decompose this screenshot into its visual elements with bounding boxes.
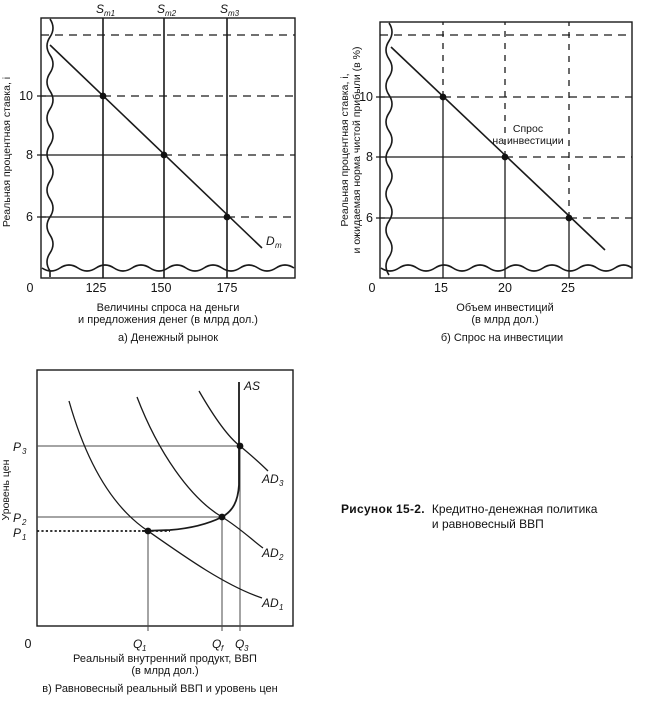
chart-c-xtick-q1-sub: 1 (142, 644, 147, 653)
chart-c-xtick-0: 0 (24, 637, 32, 651)
chart-b-curve-label-1: Спрос (512, 123, 544, 135)
investment-demand-chart (330, 0, 649, 352)
chart-c-xtick-q3: Q (235, 637, 245, 651)
chart-b-ytick-8: 8 (366, 150, 373, 164)
chart-c-frame (37, 370, 293, 626)
chart-c-p3-sub: 3 (22, 447, 27, 456)
chart-b-curve-label-2: на инвестиции (492, 135, 564, 147)
chart-a-equilibrium-dot-3 (224, 214, 231, 221)
chart-b-demand-curve (391, 47, 605, 250)
chart-a-equilibrium-dot-2 (161, 152, 168, 159)
chart-a-sm3-label: S (220, 2, 229, 16)
chart-c-p1-sub: 1 (22, 533, 27, 542)
chart-b-xtick-20: 20 (498, 281, 512, 295)
chart-a-sm3-sub: m3 (228, 9, 240, 18)
chart-b-x-axis-caption-1: Объем инвестиций (456, 302, 554, 314)
chart-b-y-axis-label-2: и ожидаемая норма чистой прибыли (в %) (351, 46, 363, 254)
chart-a-x-axis-caption-1: Величины спроса на деньги (96, 302, 240, 314)
chart-b-y-axis-label-1: Реальная процентная ставка, i, (339, 73, 351, 227)
chart-c-ad1-sub: 1 (279, 603, 284, 612)
chart-c-xtick-qf-sub: f (221, 644, 224, 653)
figure-caption-text (432, 502, 598, 532)
chart-a-sm2-sub: m2 (165, 9, 177, 18)
chart-c-p1-label: P (13, 526, 22, 540)
chart-a-caption: а) Денежный рынок (117, 332, 219, 344)
figure-caption-line-2: и равновесный ВВП (431, 517, 544, 531)
chart-b-point-dot-3 (566, 215, 573, 222)
chart-a-y-axis-label: Реальная процентная ставка, i (1, 76, 13, 228)
chart-b-x-axis-caption-2: (в млрд дол.) (471, 314, 539, 326)
chart-a-ytick-10: 10 (19, 89, 33, 103)
chart-a-x-axis-caption-2: и предложения денег (в млрд дол.) (78, 314, 258, 326)
chart-a-xtick-125: 125 (85, 281, 107, 295)
chart-a-frame (41, 18, 295, 278)
ad-as-chart (0, 360, 330, 704)
chart-c-p2-label: P (13, 511, 22, 525)
chart-b-xtick-25: 25 (561, 281, 575, 295)
chart-c-p2-sub: 2 (22, 518, 27, 527)
chart-a-axis-break-horizontal (42, 265, 294, 271)
chart-c-ad1-curve (69, 401, 262, 598)
chart-b-point-dot-2 (502, 154, 509, 161)
chart-c-ad3-sub: 3 (279, 479, 284, 488)
chart-c-xtick-q1: Q (133, 637, 143, 651)
chart-c-x-axis-caption-1: Реальный внутренний продукт, ВВП (73, 653, 257, 665)
chart-c-x-axis-caption-2: (в млрд дол.) (131, 665, 199, 677)
chart-c-y-axis-label: Уровень цен (0, 459, 12, 521)
chart-c-ad2-sub: 2 (279, 553, 284, 562)
chart-c-as-label: AS (244, 379, 261, 393)
figure-caption (341, 502, 597, 532)
chart-b-xtick-15: 15 (434, 281, 448, 295)
chart-c-ad1-label: AD (262, 596, 279, 610)
chart-a-demand-label: D (266, 234, 275, 248)
chart-c-ad3-curve (199, 391, 268, 471)
chart-a-xtick-175: 175 (216, 281, 238, 295)
chart-a-ytick-8: 8 (26, 148, 33, 162)
chart-b-xtick-0: 0 (368, 281, 376, 295)
chart-b-point-dot-1 (440, 94, 447, 101)
chart-a-ytick-6: 6 (26, 210, 33, 224)
chart-c-xtick-qf: Q (212, 637, 222, 651)
chart-a-axis-break-vertical (47, 19, 53, 277)
chart-c-equilibrium-dot-3 (237, 443, 244, 450)
chart-a-sm2-label: S (157, 2, 166, 16)
chart-b-ytick-6: 6 (366, 211, 373, 225)
chart-a-demand-label-sub: m (275, 241, 282, 250)
chart-b-caption: б) Спрос на инвестиции (440, 332, 564, 344)
chart-a-sm1-label: S (96, 2, 105, 16)
chart-b-ytick-10: 10 (359, 90, 373, 104)
chart-c-p3-label: P (13, 440, 22, 454)
figure-caption-line-1: Кредитно-денежная политика (431, 502, 598, 516)
chart-c-equilibrium-dot-2 (219, 514, 226, 521)
chart-a-xtick-150: 150 (150, 281, 172, 295)
chart-c-ad2-label: AD (262, 546, 279, 560)
figure-caption-number: Рисунок 15-2. (341, 502, 425, 516)
chart-c-caption: в) Равновесный реальный ВВП и уровень цен (42, 683, 278, 695)
chart-c-xtick-q3-sub: 3 (244, 644, 249, 653)
chart-a-equilibrium-dot-1 (100, 93, 107, 100)
money-market-chart (0, 0, 330, 352)
chart-c-equilibrium-dot-1 (145, 528, 152, 535)
chart-c-as-curve (142, 382, 239, 531)
chart-a-xtick-0: 0 (26, 281, 34, 295)
chart-a-sm1-sub: m1 (104, 9, 116, 18)
chart-c-ad3-label: AD (262, 472, 279, 486)
chart-b-axis-break-vertical (386, 23, 392, 275)
chart-b-axis-break-horizontal (381, 265, 632, 271)
